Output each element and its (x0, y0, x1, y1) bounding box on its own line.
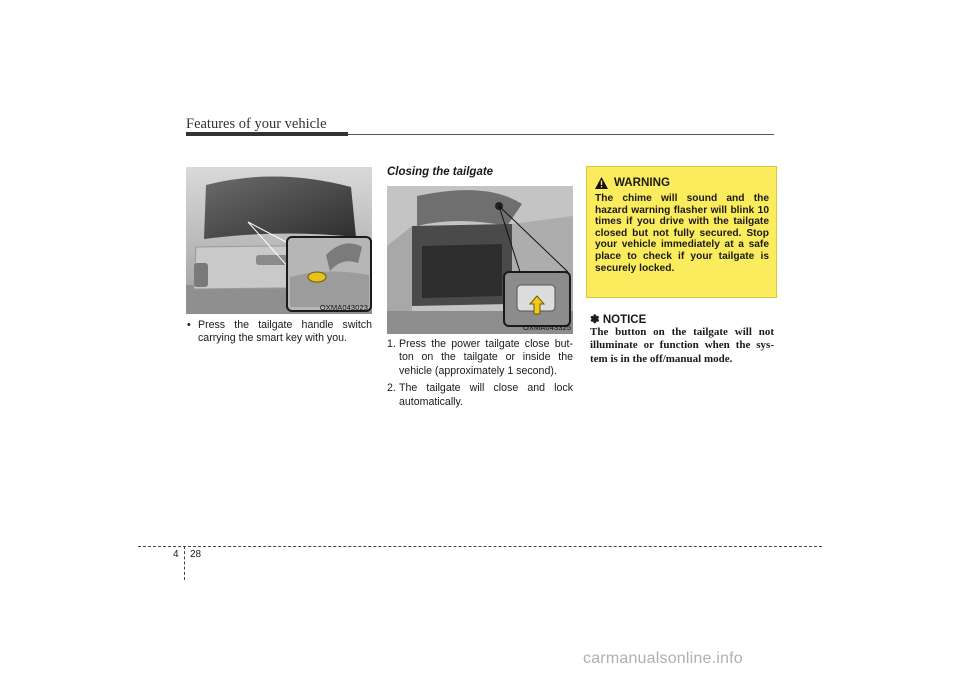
page-header-title: Features of your vehicle (186, 116, 327, 132)
notice-title: ✽ NOTICE (590, 314, 647, 326)
step-text: The tailgate will close and lock automatically. (399, 382, 573, 408)
steps-list (387, 338, 573, 413)
step-number: 2. (387, 382, 396, 395)
list-item (387, 338, 573, 378)
section-title: Closing the tailgate (387, 166, 494, 178)
bullet-list (186, 319, 372, 346)
footer-rule (138, 546, 822, 547)
warning-title: WARNING (614, 176, 671, 189)
step-number: 1. (387, 338, 396, 350)
warning-box (586, 166, 777, 298)
list-item (387, 382, 573, 409)
footer-divider (184, 546, 185, 580)
list-item (186, 319, 372, 346)
figure-code: OXMA043023 (319, 303, 368, 312)
closing-tailgate-photo (387, 186, 573, 334)
watermark: carmanualsonline.info (583, 650, 743, 667)
header-rule-thin (348, 134, 774, 135)
bullet-icon: • (187, 319, 191, 331)
tailgate-handle-illustration (186, 167, 372, 314)
open-tailgate-illustration (387, 186, 573, 334)
figure-code: OXMA043325 (523, 323, 572, 332)
chapter-number: 4 (173, 549, 179, 560)
warning-text: The chime will sound and the hazard warning flasher will blink 10 times if you drive with the tailgate closed but not fully secured. Stop your vehicle immediately at a safe place to check if your tailgate is securely locked. (595, 193, 769, 274)
bullet-text: Press the tailgate handle switch carrying the smart key with you. (198, 319, 372, 345)
header-rule (186, 132, 348, 136)
warning-header (595, 177, 670, 189)
page-number: 28 (190, 549, 202, 560)
warning-triangle-icon (595, 177, 608, 189)
notice-text: The button on the tailgate will not illuminate or function when the sys- tem is in the off/manual mode. (590, 326, 774, 365)
step-text: Press the power tailgate close but- ton on the tailgate or inside the vehicle (approximately 1 second). (399, 338, 573, 377)
tailgate-handle-photo (186, 167, 372, 314)
